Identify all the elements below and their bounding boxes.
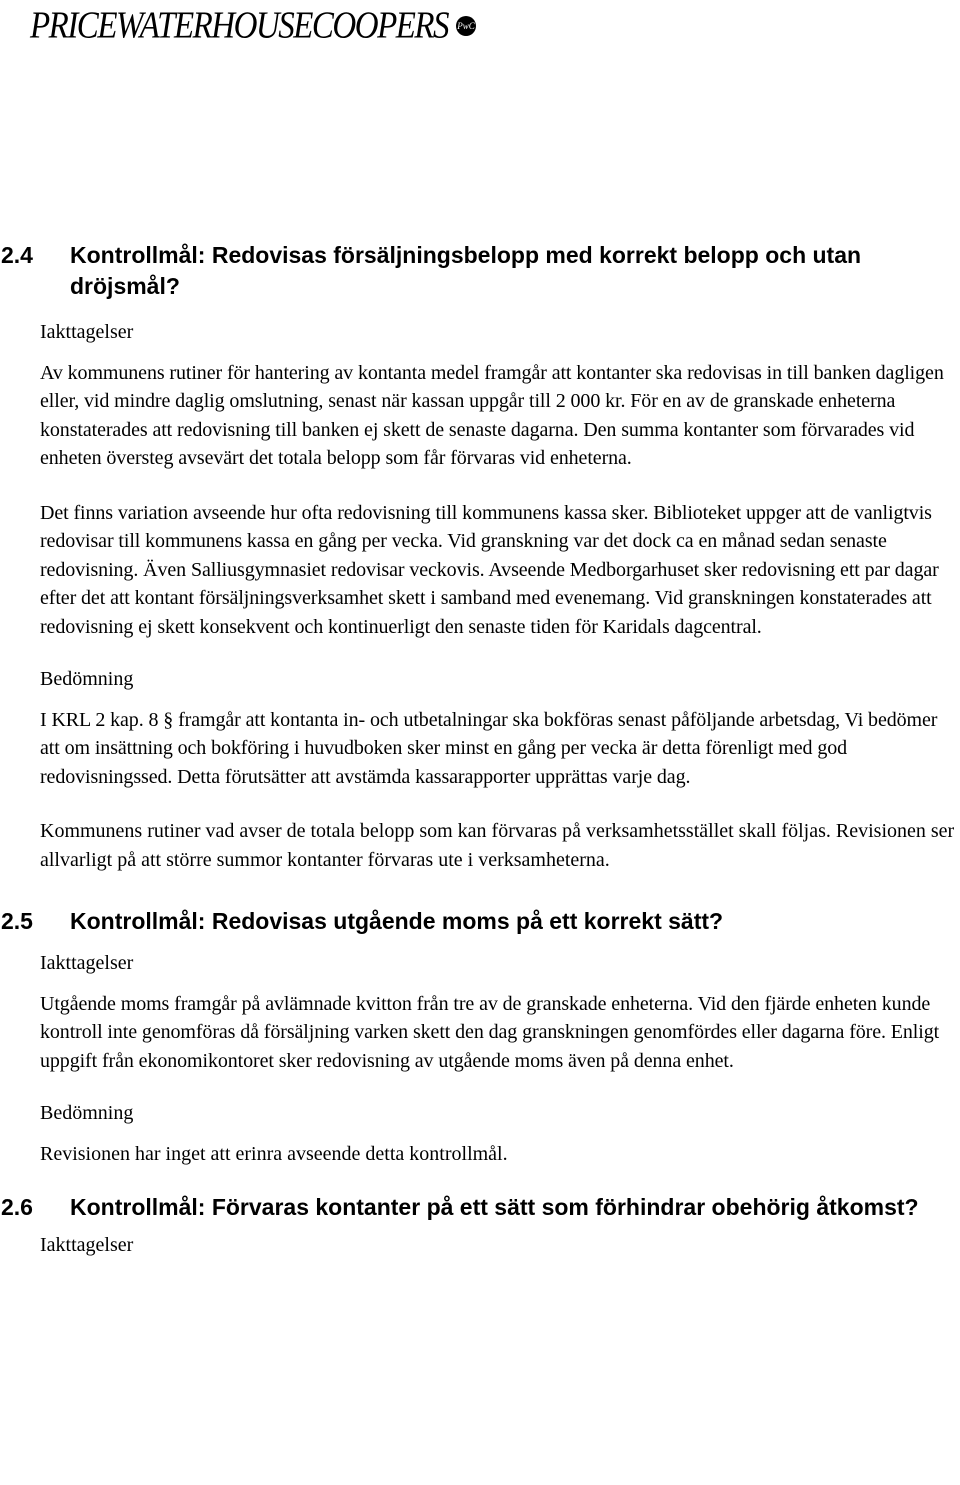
section-title: Kontrollmål: Förvaras kontanter på ett sätt som förhindrar obehörig åtkomst?: [70, 1194, 919, 1220]
assessment-paragraph: Kommunens rutiner vad avser de totala belopp som kan förvaras på verksamhetsstället skall följas. Revisionen ser allvarligt på att större summor kontanter förvaras ute i verksamheterna.: [40, 820, 955, 871]
logo-seal-icon: PwC: [456, 16, 476, 36]
observations-heading: Iakttagelser: [40, 321, 134, 343]
section-heading-2-6: [0, 1192, 960, 1223]
assessment-paragraph: Revisionen har inget att erinra avseende detta kontrollmål.: [40, 1142, 508, 1165]
section-heading-2-4: [0, 240, 960, 302]
section-number: 2.5: [1, 908, 33, 934]
section-title: Kontrollmål: Redovisas försäljningsbelopp med korrekt belopp och utan dröjsmål?: [70, 242, 862, 299]
document-body: [0, 240, 960, 1260]
assessment-heading: Bedömning: [40, 668, 134, 690]
assessment-paragraph: I KRL 2 kap. 8 § framgår att kontanta in- och utbetalningar ska bokföras senast påföljande arbetsdag, Vi bedömer att om insättning och bokföring i huvudboken sker minst en gång per vecka är detta förenligt med god redovisningssed. Detta förutsätter att avstämda kassarapporter upprättas varje dag.: [40, 708, 938, 788]
observations-paragraph: Det finns variation avseende hur ofta redovisning till kommunens kassa sker. Biblioteket uppger att de vanligtvis redovisar till kommunens kassa en gång per vecka. Vid granskning var det dock ca en månad sedan senaste redovisning. Även Salliusgymnasiet redovisar veckovis. Avseende Medborgarhuset sker redovisning ett par dagar efter det att kontant försäljningsverksamhet skett i samband med evenemang. Vid granskningen konstaterades att redovisning ej skett konsekvent och kontinuerligt den senaste tiden för Karidals dagcentral.: [40, 501, 939, 638]
section-heading-2-5: [0, 906, 960, 937]
section-number: 2.4: [1, 242, 33, 268]
observations-heading: Iakttagelser: [40, 952, 134, 974]
assessment-heading: Bedömning: [40, 1102, 134, 1124]
observations-paragraph: Av kommunens rutiner för hantering av kontanta medel framgår att kontanter ska redovisas in till banken dagligen eller, vid mindre daglig omslutning, senast när kassan uppgår till 2 000 kr. För en av de granskade enheterna konstaterades att redovisning till banken ej skett de senaste dagarna. Den summa kontanter som förvarades vid enheten översteg avsevärt det totala belopp som får förvaras vid enheterna.: [40, 361, 944, 469]
logo-wordmark: PRICEWATERHOUSECOOPERS: [30, 4, 449, 47]
observations-heading: Iakttagelser: [40, 1234, 134, 1256]
observations-paragraph: Utgående moms framgår på avlämnade kvitton från tre av de granskade enheterna. Vid den fjärde enheten kunde kontroll inte genomföras då försäljning varken skett den dag granskningen genomfördes eller dagarna före. Enligt uppgift från ekonomikontoret sker redovisning av utgående moms även på denna enhet.: [40, 992, 940, 1072]
section-title: Kontrollmål: Redovisas utgående moms på ett korrekt sätt?: [70, 908, 724, 934]
company-logo: [30, 4, 476, 48]
section-number: 2.6: [1, 1194, 33, 1220]
